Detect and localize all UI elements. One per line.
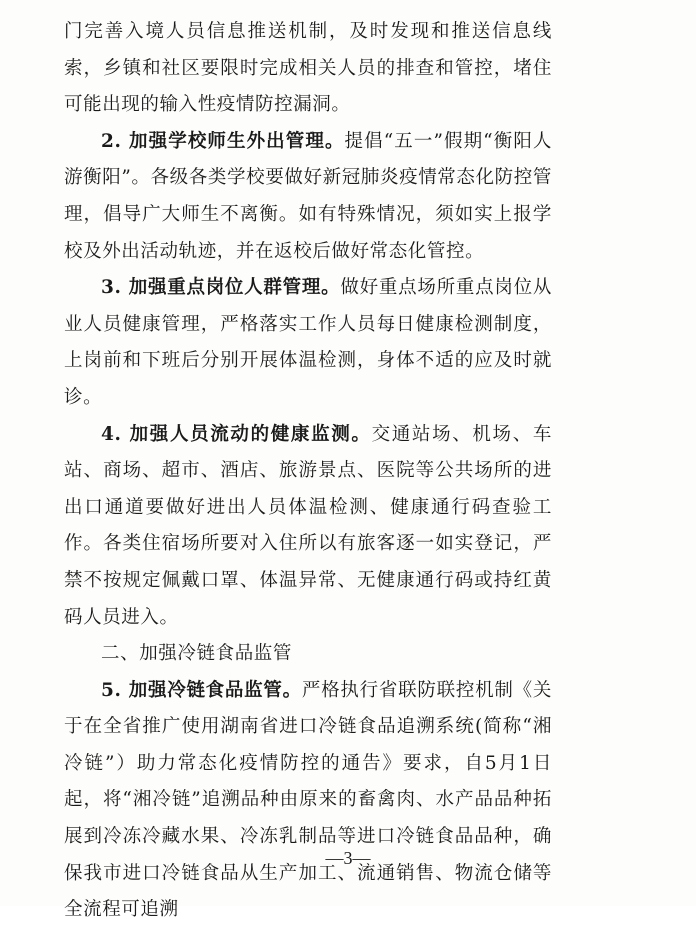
paragraph-item-5 [64, 673, 552, 929]
paragraph-text: 做好重点场所重点岗位从业人员健康管理，严格落实工作人员每日健康检测制度，上岗前和下班后分别开展体温检测，身体不适的应及时就诊。 [64, 277, 552, 408]
paragraph-item-4 [64, 417, 552, 637]
paragraph-text: 提倡“五一”假期“衡阳人游衡阳”。各级各类学校要做好新冠肺炎疫情常态化防控管理，倡导广大师生不离衡。如有特殊情况，须如实上报学校及外出活动轨迹，并在返校后做好常态化管控。 [64, 130, 553, 262]
paragraph-lead: 5. 加强冷链食品监管。 [101, 679, 302, 701]
page-number: —3— [325, 848, 371, 868]
paragraph-lead: 2. 加强学校师生外出管理。 [101, 130, 345, 152]
paragraph-text: 交通站场、机场、车站、商场、超市、酒店、旅游景点、医院等公共场所的进出口通道要做好进出人员体温检测、健康通行码查验工作。各类住宿场所要对入住所以有旅客逐一如实登记，严禁不按规定佩戴口罩、体温异常、无健康通行码或持红黄码人员进入。 [64, 423, 552, 628]
paragraph-text: 门完善入境人员信息推送机制，及时发现和推送信息线索，乡镇和社区要限时完成相关人员的排查和管控，堵住可能出现的输入性疫情防控漏洞。 [64, 21, 552, 116]
paragraph-lead: 3. 加强重点岗位人群管理。 [101, 277, 341, 299]
paragraph-lead: 4. 加强人员流动的健康监测。 [101, 423, 372, 445]
section-heading: 二、加强冷链食品监管 [101, 643, 293, 665]
document-body [64, 14, 552, 929]
paragraph-continuation [64, 14, 552, 124]
paragraph-text: 严格执行省联防联控机制《关于在全省推广使用湖南省进口冷链食品追溯系统(简称“湘冷链”）助力常态化疫情防控的通告》要求，自5月1日起，将“湘冷链”追溯品种由原来的畜禽肉、水产品品种拓展到冷冻冷藏水果、冷冻乳制品等进口冷链食品品种，确保我市进口冷链食品从生产加工、流通销售、物流仓储等全流程可追溯 [64, 679, 552, 921]
paragraph-item-3 [64, 270, 552, 416]
paragraph-item-2 [64, 124, 552, 270]
